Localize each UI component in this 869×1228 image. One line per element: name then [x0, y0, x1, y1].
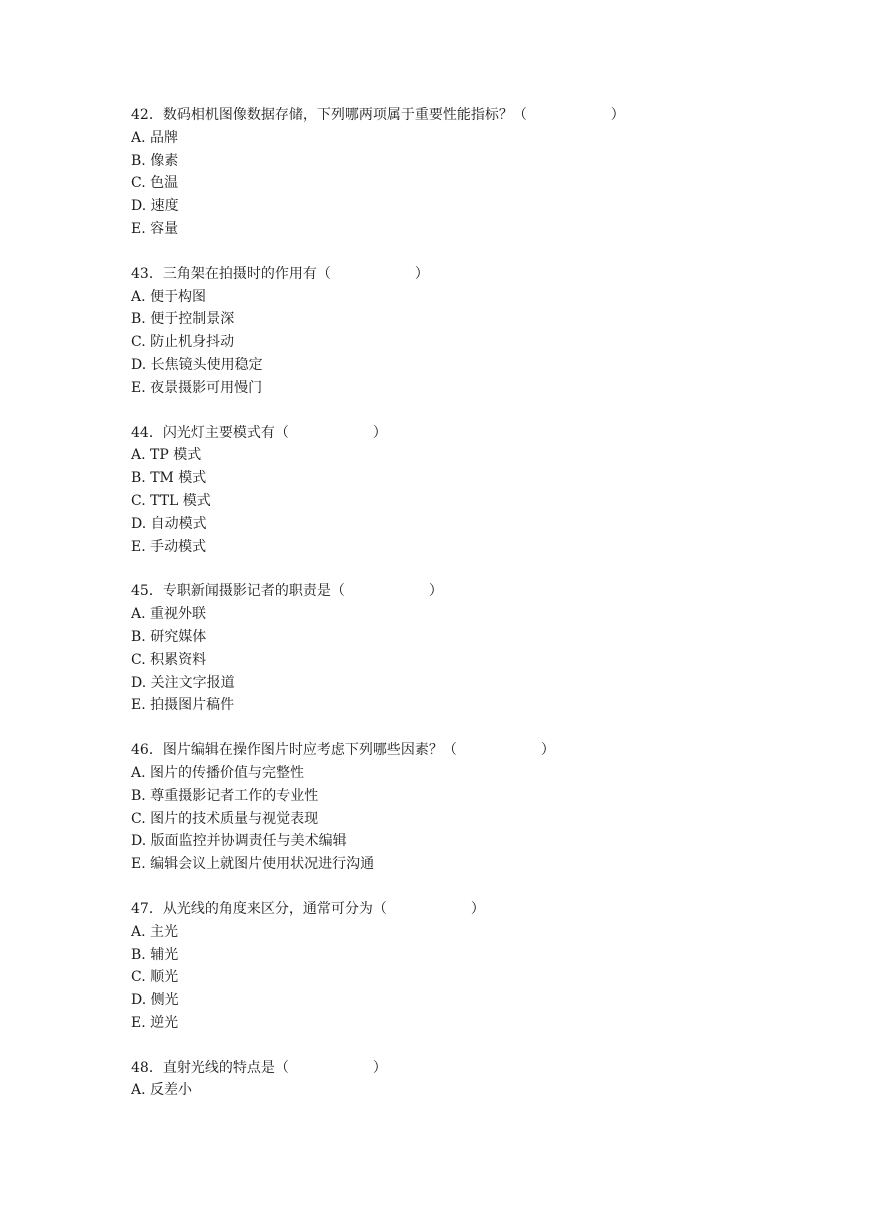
question-stem: 48．直射光线的特点是（ ）: [131, 1059, 387, 1076]
option-e: E. 逆光: [131, 1014, 179, 1031]
option-c: C. 积累资料: [131, 651, 207, 668]
question-46: [131, 739, 811, 876]
question-stem: 45．专职新闻摄影记者的职责是（ ）: [131, 583, 443, 600]
option-e: E. 手动模式: [131, 538, 207, 555]
question-stem: 43．三角架在拍摄时的作用有（ ）: [131, 265, 429, 282]
option-b: B. 像素: [131, 152, 179, 169]
option-d: D. 自动模式: [131, 515, 207, 532]
option-e: E. 编辑会议上就图片使用状况进行沟通: [131, 856, 375, 873]
option-d: D. 长焦镜头使用稳定: [131, 356, 263, 373]
option-d: D. 版面监控并协调责任与美术编辑: [131, 833, 347, 850]
question-44: [131, 422, 811, 559]
option-a: A. 图片的传播价值与完整性: [131, 764, 305, 781]
question-stem: 47．从光线的角度来区分，通常可分为（ ）: [131, 900, 485, 917]
option-e: E. 拍摄图片稿件: [131, 697, 235, 714]
option-a: A. 便于构图: [131, 288, 207, 305]
option-b: B. 研究媒体: [131, 628, 207, 645]
document-page: [131, 104, 811, 1124]
option-d: D. 关注文字报道: [131, 674, 235, 691]
option-d: D. 侧光: [131, 992, 179, 1009]
option-c: C. 色温: [131, 175, 179, 192]
option-a: A. 反差小: [131, 1082, 193, 1099]
option-b: B. TM 模式: [131, 470, 207, 487]
option-a: A. 重视外联: [131, 606, 207, 623]
question-stem: 42．数码相机图像数据存储，下列哪两项属于重要性能指标？（ ）: [131, 107, 625, 123]
option-a: A. TP 模式: [131, 447, 202, 464]
option-e: E. 夜景摄影可用慢门: [131, 379, 263, 396]
question-43: [131, 263, 811, 400]
question-45: [131, 580, 811, 717]
option-c: C. 顺光: [131, 969, 179, 986]
question-42: [131, 104, 811, 241]
question-47: [131, 898, 811, 1035]
option-c: C. 防止机身抖动: [131, 334, 235, 351]
question-stem: 46．图片编辑在操作图片时应考虑下列哪些因素？（ ）: [131, 742, 555, 759]
option-b: B. 尊重摄影记者工作的专业性: [131, 787, 319, 804]
option-b: B. 便于控制景深: [131, 311, 235, 328]
question-stem: 44．闪光灯主要模式有（ ）: [131, 424, 387, 441]
option-c: C. TTL 模式: [131, 492, 211, 509]
option-d: D. 速度: [131, 198, 179, 215]
option-e: E. 容量: [131, 220, 179, 237]
option-a: A. 品牌: [131, 129, 179, 146]
option-b: B. 辅光: [131, 946, 179, 963]
question-48: [131, 1057, 811, 1103]
option-c: C. 图片的技术质量与视觉表现: [131, 810, 319, 827]
option-a: A. 主光: [131, 923, 179, 940]
